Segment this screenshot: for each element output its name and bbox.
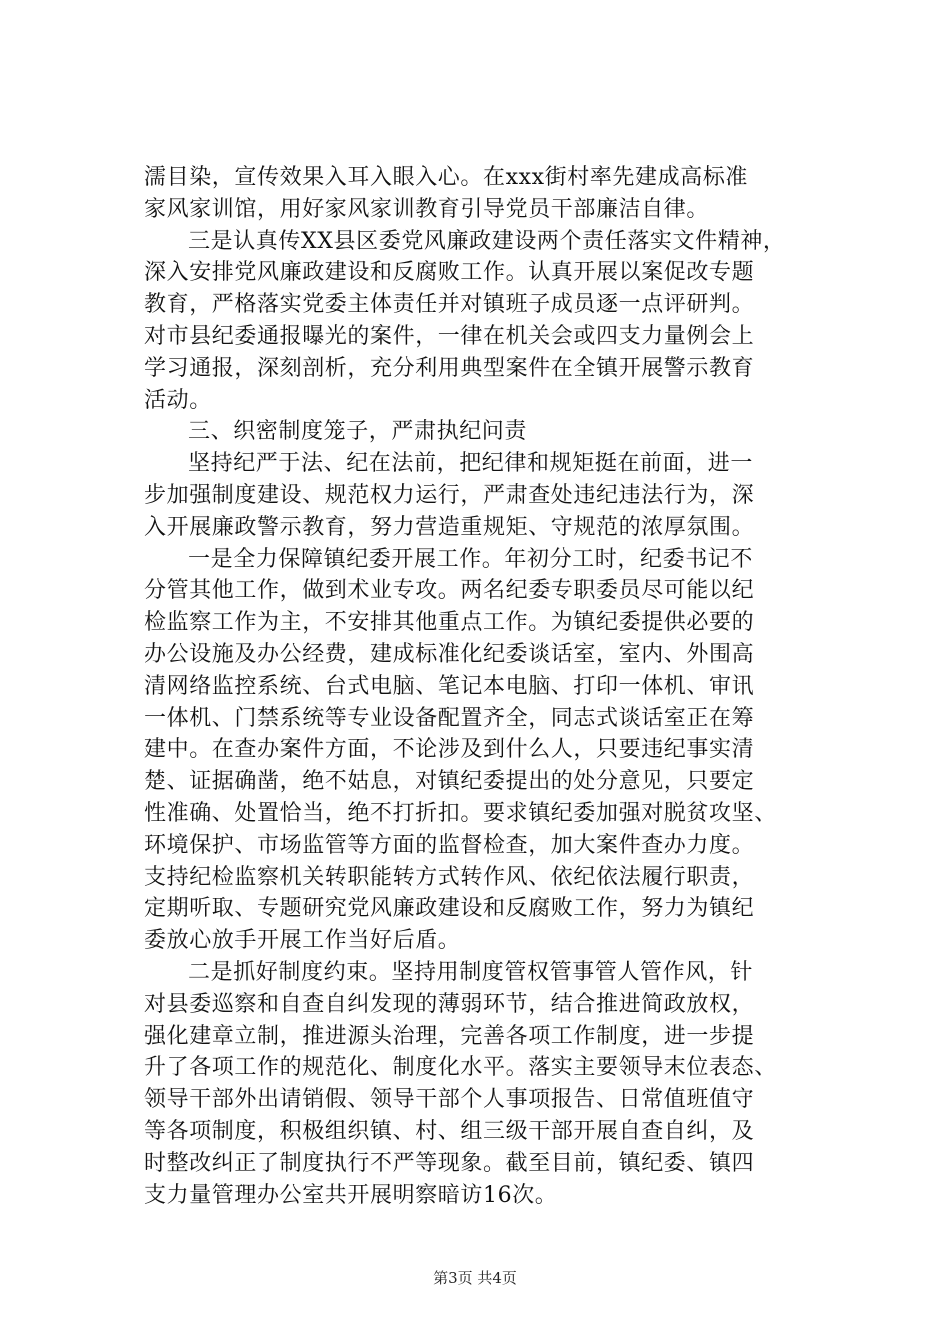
text-line: 办公设施及办公经费，建成标准化纪委谈话室，室内、外围高 bbox=[144, 641, 755, 667]
text-line: 家风家训馆，用好家风家训教育引导党员干部廉洁自律。 bbox=[144, 196, 710, 222]
text-line: 教育，严格落实党委主体责任并对镇班子成员逐一点评研判。 bbox=[144, 292, 755, 318]
text-line: 活动。 bbox=[144, 387, 212, 413]
text-line: 清网络监控系统、台式电脑、笔记本电脑、打印一体机、审讯 bbox=[144, 673, 755, 699]
text-line: 步加强制度建设、规范权力运行，严肃查处违纪违法行为，深 bbox=[144, 482, 755, 508]
text-line: 入开展廉政警示教育，努力营造重规矩、守规范的浓厚氛围。 bbox=[144, 514, 755, 540]
text-line: 分管其他工作，做到术业专攻。两名纪委专职委员尽可能以纪 bbox=[144, 578, 755, 604]
text-line: 强化建章立制，推进源头治理，完善各项工作制度，进一步提 bbox=[144, 1023, 755, 1049]
text-line: 一体机、门禁系统等专业设备配置齐全，同志式谈话室正在筹 bbox=[144, 705, 755, 731]
text-line: 学习通报，深刻剖析，充分利用典型案件在全镇开展警示教育 bbox=[144, 355, 755, 381]
text-line: 升了各项工作的规范化、制度化水平。落实主要领导末位表态、 bbox=[144, 1055, 777, 1081]
page-footer: 第3页 共4页 bbox=[433, 1269, 517, 1287]
text-line: 环境保护、市场监管等方面的监督检查，加大案件查办力度。 bbox=[144, 832, 755, 858]
text-line: 对县委巡察和自查自纠发现的薄弱环节，结合推进简政放权， bbox=[144, 991, 755, 1017]
text-line: 支持纪检监察机关转职能转方式转作风、依纪依法履行职责， bbox=[144, 864, 755, 890]
text-line: 领导干部外出请销假、领导干部个人事项报告、日常值班值守 bbox=[144, 1087, 755, 1113]
text-line: 支力量管理办公室共开展明察暗访16次。 bbox=[144, 1182, 558, 1208]
text-line: 建中。在查办案件方面，不论涉及到什么人，只要违纪事实清 bbox=[144, 737, 755, 763]
text-line: 对市县纪委通报曝光的案件，一律在机关会或四支力量例会上 bbox=[144, 323, 755, 349]
text-line: 楚、证据确凿，绝不姑息，对镇纪委提出的处分意见，只要定 bbox=[144, 769, 755, 795]
text-line: 性准确、处置恰当，绝不打折扣。要求镇纪委加强对脱贫攻坚、 bbox=[144, 800, 777, 826]
text-line: 时整改纠正了制度执行不严等现象。截至目前，镇纪委、镇四 bbox=[144, 1150, 755, 1176]
text-line: 一是全力保障镇纪委开展工作。年初分工时，纪委书记不 bbox=[188, 546, 754, 572]
text-line: 二是抓好制度约束。坚持用制度管权管事管人管作风，针 bbox=[188, 959, 754, 985]
text-line: 检监察工作为主，不安排其他重点工作。为镇纪委提供必要的 bbox=[144, 610, 755, 636]
text-line: 等各项制度，积极组织镇、村、组三级干部开展自查自纠，及 bbox=[144, 1118, 755, 1144]
text-line: 三是认真传XX县区委党风廉政建设两个责任落实文件精神， bbox=[188, 228, 786, 254]
text-line: 委放心放手开展工作当好后盾。 bbox=[144, 928, 461, 954]
text-line: 深入安排党风廉政建设和反腐败工作。认真开展以案促改专题 bbox=[144, 260, 755, 286]
text-line: 三、织密制度笼子，严肃执纪问责 bbox=[188, 419, 528, 445]
text-line: 濡目染，宣传效果入耳入眼入心。在xxx街村率先建成高标准 bbox=[144, 165, 749, 190]
text-line: 定期听取、专题研究党风廉政建设和反腐败工作，努力为镇纪 bbox=[144, 896, 755, 922]
document-body bbox=[144, 162, 824, 1211]
text-line: 坚持纪严于法、纪在法前，把纪律和规矩挺在前面，进一 bbox=[188, 451, 754, 477]
